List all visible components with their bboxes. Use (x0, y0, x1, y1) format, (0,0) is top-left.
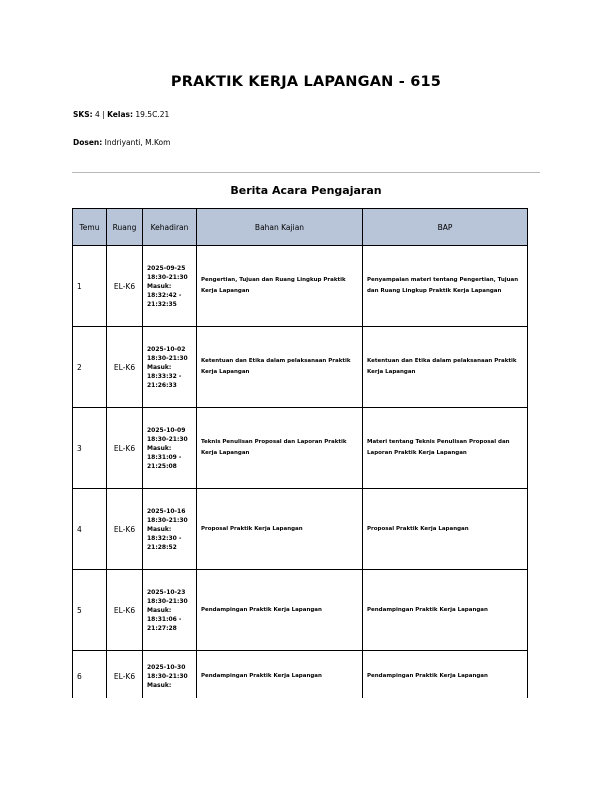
header-kehadiran: Kehadiran (143, 209, 197, 246)
cell-kehadiran (143, 327, 197, 408)
kehadiran-label: Masuk: (147, 606, 172, 614)
kehadiran-schedule: 18:30-21:30 (147, 273, 188, 281)
kelas-label: Kelas: (107, 110, 133, 119)
kehadiran-in: 18:33:32 - (147, 372, 182, 380)
header-bap: BAP (363, 209, 528, 246)
course-info-line (73, 110, 169, 119)
sks-value: 4 (95, 110, 100, 119)
cell-temu: 4 (73, 489, 107, 570)
cell-bahan-kajian: Pendampingan Praktik Kerja Lapangan (197, 651, 363, 702)
cell-temu: 2 (73, 327, 107, 408)
header-ruang: Ruang (107, 209, 143, 246)
cell-bap: Proposal Praktik Kerja Lapangan (363, 489, 528, 570)
kehadiran-date: 2025-10-30 (147, 663, 186, 671)
kehadiran-schedule: 18:30-21:30 (147, 597, 188, 605)
sks-label: SKS: (73, 110, 93, 119)
cell-bahan-kajian: Ketentuan dan Etika dalam pelaksanaan Praktik Kerja Lapangan (197, 327, 363, 408)
lecturer-info-line (73, 138, 170, 147)
kehadiran-out: 21:25:08 (147, 462, 177, 470)
cell-bap: Pendampingan Praktik Kerja Lapangan (363, 651, 528, 702)
table-row (73, 327, 528, 408)
kehadiran-out: 21:28:52 (147, 543, 177, 551)
cell-bap: Ketentuan dan Etika dalam pelaksanaan Praktik Kerja Lapangan (363, 327, 528, 408)
table-header-row (73, 209, 528, 246)
kehadiran-out: 21:26:33 (147, 381, 177, 389)
cell-bap: Materi tentang Teknis Penulisan Proposal dan Laporan Praktik Kerja Lapangan (363, 408, 528, 489)
cell-ruang: EL-K6 (107, 651, 143, 702)
kehadiran-in: 18:31:06 - (147, 615, 182, 623)
info-separator: | (102, 110, 105, 119)
table-row (73, 246, 528, 327)
dosen-label: Dosen: (73, 138, 103, 147)
kehadiran-schedule: 18:30-21:30 (147, 435, 188, 443)
cell-temu: 3 (73, 408, 107, 489)
kehadiran-date: 2025-10-16 (147, 507, 186, 515)
cell-kehadiran (143, 246, 197, 327)
cell-bap: Penyampaian materi tentang Pengertian, Tujuan dan Ruang Lingkup Praktik Kerja Lapangan (363, 246, 528, 327)
cell-bahan-kajian: Pengertian, Tujuan dan Ruang Lingkup Praktik Kerja Lapangan (197, 246, 363, 327)
table-row (73, 489, 528, 570)
kehadiran-date: 2025-10-23 (147, 588, 186, 596)
cell-bahan-kajian: Proposal Praktik Kerja Lapangan (197, 489, 363, 570)
kehadiran-in: 18:32:42 - (147, 291, 182, 299)
cell-temu: 5 (73, 570, 107, 651)
cell-ruang: EL-K6 (107, 246, 143, 327)
cell-kehadiran (143, 570, 197, 651)
kelas-value: 19.5C.21 (135, 110, 170, 119)
cell-temu: 6 (73, 651, 107, 702)
cell-kehadiran (143, 489, 197, 570)
cell-ruang: EL-K6 (107, 408, 143, 489)
kehadiran-out: 21:27:28 (147, 624, 177, 632)
kehadiran-in: 18:32:30 - (147, 534, 182, 542)
table-row (73, 570, 528, 651)
cell-kehadiran (143, 651, 197, 702)
cell-temu: 1 (73, 246, 107, 327)
kehadiran-label: Masuk: (147, 444, 172, 452)
kehadiran-schedule: 18:30-21:30 (147, 354, 188, 362)
kehadiran-in: 18:31:09 - (147, 453, 182, 461)
header-bahan-kajian: Bahan Kajian (197, 209, 363, 246)
cell-bahan-kajian: Pendampingan Praktik Kerja Lapangan (197, 570, 363, 651)
cell-ruang: EL-K6 (107, 489, 143, 570)
kehadiran-date: 2025-09-25 (147, 264, 186, 272)
cell-ruang: EL-K6 (107, 327, 143, 408)
kehadiran-label: Masuk: (147, 282, 172, 290)
cell-kehadiran (143, 408, 197, 489)
kehadiran-schedule: 18:30-21:30 (147, 672, 188, 680)
page-bottom-margin (70, 698, 540, 792)
dosen-value: Indriyanti, M.Kom (104, 138, 171, 147)
divider (72, 172, 540, 173)
table-row (73, 651, 528, 702)
kehadiran-label: Masuk: (147, 363, 172, 371)
header-temu: Temu (73, 209, 107, 246)
kehadiran-label: Masuk: (147, 681, 172, 689)
kehadiran-date: 2025-10-02 (147, 345, 186, 353)
page-title: PRAKTIK KERJA LAPANGAN - 615 (170, 74, 442, 90)
cell-ruang: EL-K6 (107, 570, 143, 651)
cell-bap: Pendampingan Praktik Kerja Lapangan (363, 570, 528, 651)
kehadiran-schedule: 18:30-21:30 (147, 516, 188, 524)
kehadiran-date: 2025-10-09 (147, 426, 186, 434)
bap-table (72, 208, 528, 702)
section-title: Berita Acara Pengajaran (230, 184, 382, 197)
kehadiran-label: Masuk: (147, 525, 172, 533)
kehadiran-out: 21:32:35 (147, 300, 177, 308)
table-row (73, 408, 528, 489)
cell-bahan-kajian: Teknis Penulisan Proposal dan Laporan Praktik Kerja Lapangan (197, 408, 363, 489)
